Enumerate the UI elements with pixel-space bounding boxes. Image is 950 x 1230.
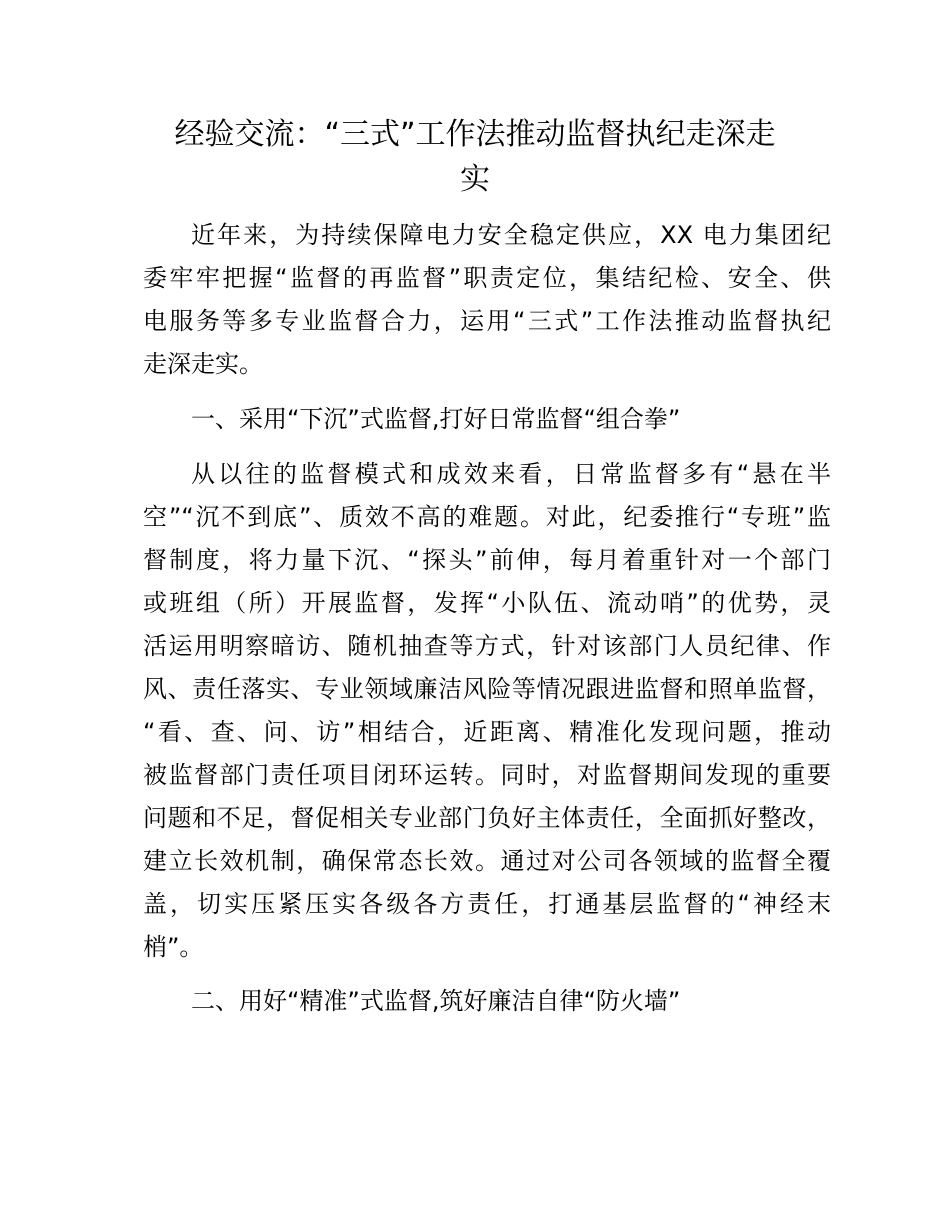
text-line: 梢”。: [143, 933, 204, 961]
text-line: “看、查、问、访”相结合，近距离、精准化发现问题，推动: [143, 718, 831, 746]
text-line: 空”“沉不到底”、质效不高的难题。对此，纪委推行“专班”监: [143, 503, 831, 531]
text-line: 督制度，将力量下沉、“探头”前伸，每月着重针对一个部门: [143, 546, 831, 574]
text-line: 活运用明察暗访、随机抽查等方式，针对该部门人员纪律、作: [143, 632, 831, 660]
text-line: 从以往的监督模式和成效来看，日常监督多有“悬在半: [191, 460, 831, 488]
text-line: 近年来，为持续保障电力安全稳定供应，XX 电力集团纪: [191, 221, 831, 249]
text-line: 委牢牢把握“监督的再监督”职责定位，集结纪检、安全、供: [143, 264, 831, 292]
text-line: 走深走实。: [143, 350, 263, 378]
section-heading-1: 一、采用“下沉”式监督,打好日常监督“组合拳”: [191, 405, 681, 433]
title-line: 实: [460, 162, 490, 197]
paragraph-intro: [143, 214, 831, 386]
text-line: 盖，切实压紧压实各级各方责任，打通基层监督的“神经末: [143, 890, 831, 918]
text-line: 被监督部门责任项目闭环运转。同时，对监督期间发现的重要: [143, 761, 831, 789]
paragraph-section-1: [143, 453, 831, 969]
title-line: 经验交流：“三式”工作法推动监督执纪走深走: [174, 117, 776, 152]
section-heading-2: 二、用好“精准”式监督,筑好廉洁自律“防火墙”: [191, 987, 681, 1015]
text-line: 建立长效机制，确保常态长效。通过对公司各领域的监督全覆: [143, 847, 831, 875]
text-line: 或班组（所）开展监督，发挥“小队伍、流动哨”的优势，灵: [143, 589, 831, 617]
text-line: 风、责任落实、专业领域廉洁风险等情况跟进监督和照单监督，: [143, 675, 831, 703]
text-line: 电服务等多专业监督合力，运用“三式”工作法推动监督执纪: [143, 307, 831, 335]
page-title: [100, 112, 850, 202]
text-line: 问题和不足，督促相关专业部门负好主体责任，全面抓好整改，: [143, 804, 831, 832]
